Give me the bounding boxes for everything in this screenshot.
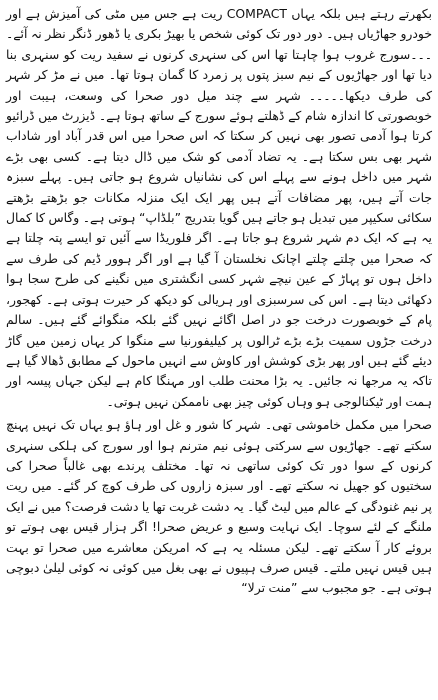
paragraph-1: بکھرتے رہتے ہیں بلکہ یہاں COMPACT ریت ہے جس میں مٹی کی آمیزش ہے اور خودرو جھاڑیاں ہیں۔ دور دور تک کوئی شخص یا بھیڑ بکری یا ڈھور ڈنگر نظر نہ آئے۔ ۔۔۔سورج غروب ہوا چاہتا تھا اس کی سنہری کرنوں نے سفید ریت کو سنہری بنا دیا تھا اور جھاڑیوں کے نیم سبز پتوں پر زمرد کا گمان ہوتا تھا۔ میں نے مڑ کر شہر کی طرف دیکھا۔۔۔۔۔ شہر سے چند میل دور صحرا کی وسعت، ہیبت اور خوبصورتی کا اندازہ شام کے ڈھلتے ہوئے سورج کے ساتھ ہوتا ہے۔ ڈیزرٹ میں ڈرائیو کرتا ہوا آدمی تصور بھی نہیں کر سکتا کہ اس صحرا میں اس قدر آباد اور شاداب شہر بھی بس سکتا ہے۔ یہ تضاد آدمی کو شک میں ڈال دیتا ہے۔ کسی بھی بڑے شہر میں داخل ہونے سے پہلے اس کی نشانیاں شروع ہو جاتی ہیں۔ پہلے سبزہ جات آتے ہیں، پھر مضافات آتے ہیں پھر ایک ایک منزلہ مکانات جو بڑھتے بڑھتے سکائی سکیپر میں تبدیل ہو جاتے ہیں گویا بتدریج ”بلڈاپ“ ہوتی ہے۔ وگاس کا کمال یہ ہے کہ ایک دم شہر شروع ہو جاتا ہے۔ اگر فلوریڈا سے آئیں تو ایسے پتہ چلتا ہے کہ صحرا میں چلتے چلتے اچانک نخلستان آ گیا ہے اور اگر ہوور ڈیم کی طرف سے داخل ہوں تو پہاڑ کے عین نیچے شہر کسی انگشتری میں نگینے کی طرح سجا ہوا دکھائی دیتا ہے۔ اس کی سرسبزی اور ہریالی کو دیکھ کر حیرت ہوتی ہے۔ کھجور، پام کے خوبصورت درخت جو در اصل اگائے نہیں گئے بلکہ منگوائے گئے ہیں۔ سالم درخت جڑوں سمیت بڑے بڑے ٹرالوں پر کیلیفورنیا سے منگوا کر یہاں زمین میں گاڑ دیئے گئے ہیں اور پھر بڑی کوشش اور کاوش سے انہیں ماحول کے مطابق ڈھالا گیا ہے تاکہ یہ مرجھا نہ جائیں۔ یہ بڑا محنت طلب اور مہنگا کام ہے لیکن جہاں پیسہ اور ہمت اور ٹیکنالوجی ہو وہاں کوئی چیز بھی ناممکن نہیں ہوتی۔ <box>6 6 432 409</box>
paragraph-2: صحرا میں مکمل خاموشی تھی۔ شہر کا شور و غل اور ہاؤ ہو یہاں تک نہیں پہنچ سکتے تھے۔ جھاڑیوں سے سرکتی ہوئی نیم مترنم ہوا اور سورج کی ہلکی سنہری کرنوں کے سوا دور تک کوئی ساتھی نہ تھا۔ مختلف پرندے بھی غالباً صحرا کی سختیوں کو جھیل نہ سکتے تھے۔ اور سبزہ زاروں کی طرف کوچ کر گئے۔ میں ریت پر نیم غنودگی کے عالم میں لیٹ گیا۔ یہ دشت غربت تھا یا دشت فرصت؟ میں نے ایک ملنگے کے لئے سوچا۔ ایک نہایت وسیع و عریض صحرا! اگر ہزار قیس بھی ہوتے تو بروئے کار آ سکتے تھے۔ لیکن مسئلہ یہ ہے کہ امریکن معاشرے میں صحرا تو بہت ہیں قیس نہیں ملتے۔ قیس صرف ہپیوں نے بھی بغل میں کوئی نہ کوئی لیلیٰ دبوچی ہوتی ہے۔ جو مجبوب سے ”منت ترلا“ <box>6 417 432 596</box>
